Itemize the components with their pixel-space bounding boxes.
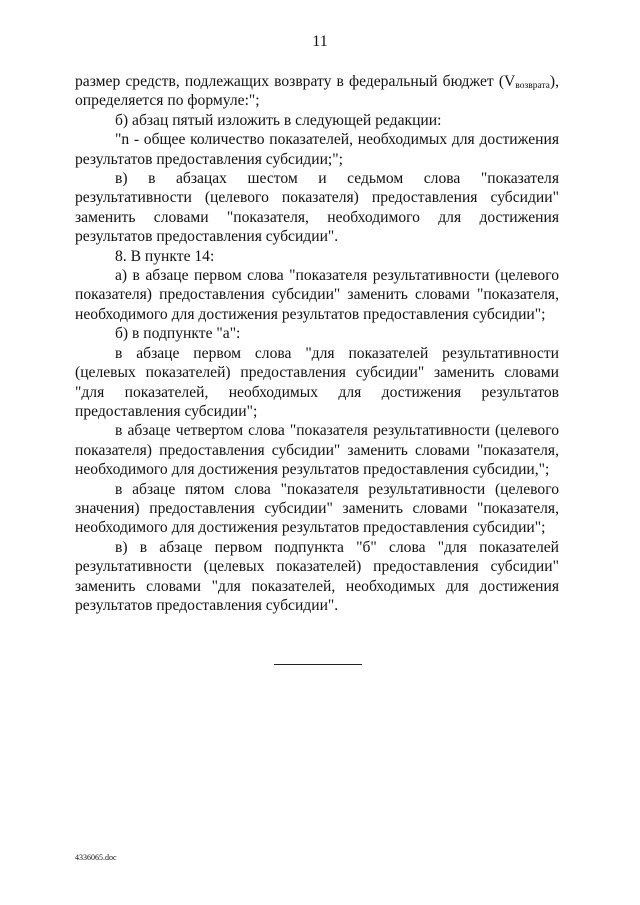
paragraph-8: в абзаце первом слова "для показателей результативности (целевых показателей) предоставления субсидии" заменить словами "для показателей, необходимых для достижения результатов предоставления субсидии"; bbox=[75, 344, 559, 420]
paragraph-4: в) в абзацах шестом и седьмом слова "показателя результативности (целевого показателя) предоставления субсидии" заменить словами "показателя, необходимого для достижения результатов предоставления субсидии". bbox=[75, 170, 559, 246]
subscript-vozvrata: возврата bbox=[515, 81, 550, 91]
page-number: 11 bbox=[312, 33, 328, 50]
paragraph-10: в абзаце пятом слова "показателя результативности (целевого значения) предоставления субсидии" заменить словами "показателя, необходимого для достижения результатов предоставления субсидии"; bbox=[75, 480, 559, 537]
paragraph-6: а) в абзаце первом слова "показателя результативности (целевого показателя) предоставления субсидии" заменить словами "показателя, необходимого для достижения результатов предоставления субсидии"; bbox=[75, 267, 559, 323]
paragraph-3: "n - общее количество показателей, необходимых для достижения результатов предоставления субсидии;"; bbox=[75, 131, 559, 168]
paragraph-5: 8. В пункте 14: bbox=[115, 247, 215, 265]
paragraph-7: б) в подпункте "а": bbox=[115, 325, 241, 343]
footer-filename: 4336065.doc bbox=[75, 853, 117, 862]
paragraph-9: в абзаце четвертом слова "показателя результативности (целевого показателя) предоставления субсидии" заменить словами "показателя, необходимого для достижения результатов предоставления субсидии,"; bbox=[75, 422, 559, 479]
paragraph-1: размер средств, подлежащих возврату в федеральный бюджет $(V_{возврата})$, определяется по формуле:"; bbox=[75, 73, 559, 110]
document-body bbox=[75, 72, 559, 615]
end-separator-line bbox=[274, 664, 362, 665]
paragraph-11: в) в абзаце первом подпункта "б" слова "для показателей результативности (целевых показателей) предоставления субсидии" заменить словами "для показателей, необходимых для достижения результатов предоставления субсидии". bbox=[75, 538, 559, 614]
paragraph-2: б) абзац пятый изложить в следующей редакции: bbox=[115, 111, 442, 129]
